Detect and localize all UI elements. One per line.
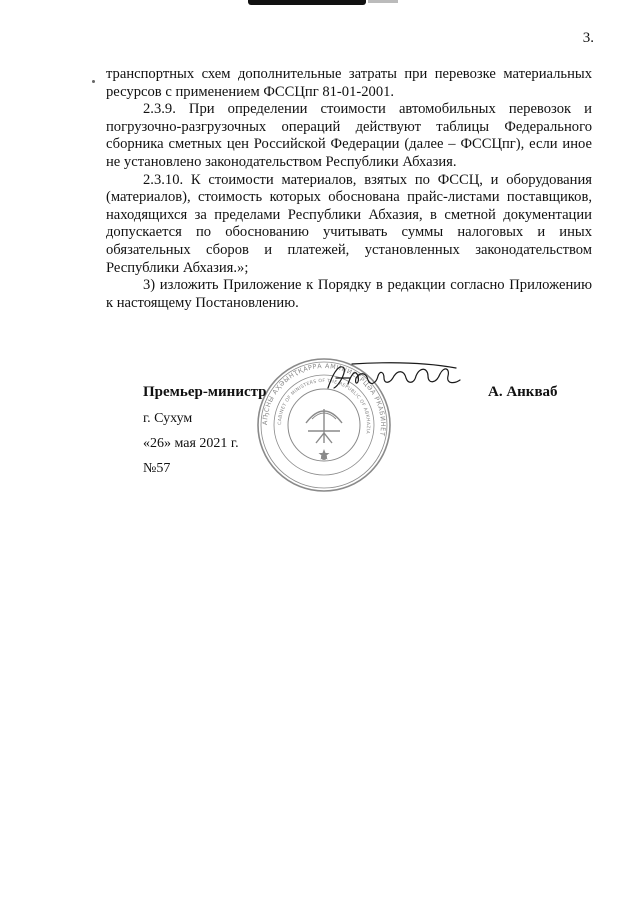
- svg-text:CABINET OF MINISTERS OF THE RE: [277, 378, 371, 435]
- document-place: г. Сухум: [143, 411, 193, 426]
- scan-artifact-dot: [92, 80, 95, 83]
- page-number: 3.: [582, 30, 594, 46]
- paragraph-continuation: транспортных схем дополнительные затраты при перевозке материальных ресурсов с применением ФССЦпг 81-01-2001.: [106, 66, 592, 100]
- scan-artifact-top: [248, 0, 366, 5]
- paragraph-2-3-10: 2.3.10. К стоимости материалов, взятых по ФССЦ, и оборудования (материалов), стоимость которых обоснована прайс-листами поставщиков, находящихся за пределами Республики Абхазия, в сметной документации допускается по обоснованию учитывать суммы налоговых и иных обязательных сборов и платежей, установленных законодательством Республики Абхазия.»;: [106, 171, 592, 276]
- seal-outer-text: АҦСНЫ АҲӘЫНҬҚАРРА АМИНИСТРЦӘА РКАБИНЕТ: [260, 361, 388, 438]
- paragraph-item-3: 3) изложить Приложение к Порядку в редакции согласно Приложению к настоящему Постановлению.: [106, 277, 592, 311]
- document-date: «26» мая 2021 г.: [143, 436, 239, 451]
- svg-text:АҦСНЫ АҲӘЫНҬҚАРРА АМИНИСТРЦӘА: [261, 362, 387, 437]
- signatory-name: А. Анкваб: [488, 384, 558, 400]
- signatory-title: Премьер-министр: [143, 384, 267, 400]
- document-number: №57: [143, 461, 171, 476]
- seal-inner-text: CABINET OF MINISTERS OF THE REPUBLIC OF ABKHAZIA: [277, 378, 371, 435]
- paragraph-2-3-9: 2.3.9. При определении стоимости автомобильных перевозок и погрузочно-разгрузочных операций действуют таблицы Федерального сборника сметных цен Российской Федерации (далее – ФССЦпг), если иное не установлено законодательством Республики Абхазия.: [106, 101, 592, 170]
- handwritten-signature-icon: [324, 362, 464, 392]
- document-body: [106, 66, 592, 312]
- scan-artifact-faint: [368, 0, 398, 3]
- official-seal-icon: [256, 357, 392, 493]
